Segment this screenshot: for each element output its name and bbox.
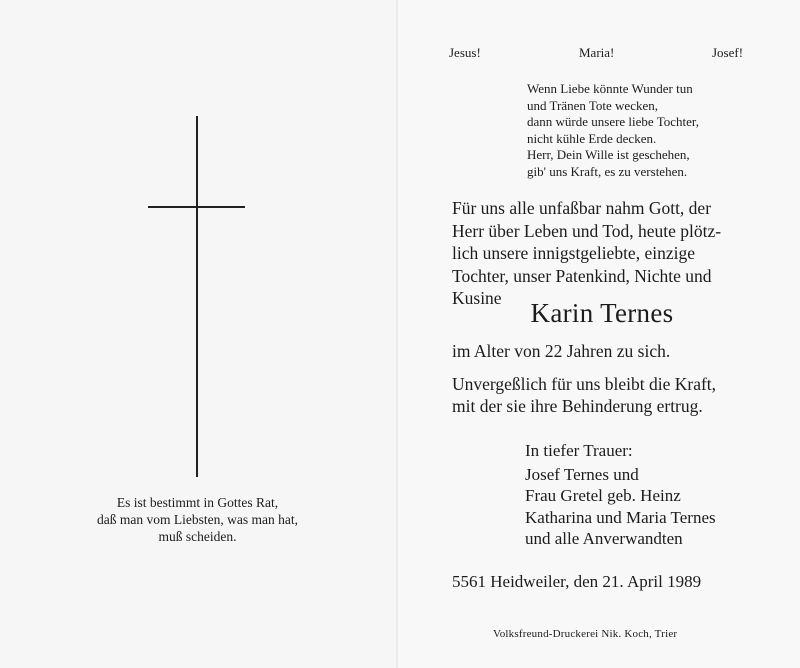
announcement-line: Kusine [452, 288, 502, 308]
poem-line: Wenn Liebe könnte Wunder tun [527, 81, 693, 96]
place-date: 5561 Heidweiler, den 21. April 1989 [452, 572, 702, 591]
poem-line: Herr, Dein Wille ist geschehen, [527, 147, 690, 162]
invocation-maria: Maria! [579, 45, 615, 60]
announcement-line: Tochter, unser Patenkind, Nichte und [452, 265, 712, 286]
poem-line: dann würde unsere liebe Tochter, [527, 114, 699, 129]
invocation-jesus: Jesus! [449, 45, 481, 60]
mourner-line: Katharina und Maria Ternes [525, 507, 716, 527]
mourners-block [525, 440, 785, 550]
verse-line: daß man vom Liebsten, was man hat, [97, 512, 298, 527]
memory-line: Unvergeßlich für uns bleibt die Kraft, [452, 374, 717, 394]
announcement-line: lich unsere innigstgeliebte, einzige [452, 243, 695, 263]
announcement-line: Für uns alle unfaßbar nahm Gott, der [452, 198, 712, 218]
announcement [452, 197, 752, 310]
left-page [0, 0, 398, 668]
left-verse [30, 494, 365, 545]
mourning-heading: In tiefer Trauer: [525, 441, 633, 460]
cross-icon [196, 116, 198, 477]
deceased-name: Karin Ternes [530, 298, 674, 328]
age-line: im Alter von 22 Jahren zu sich. [452, 341, 671, 361]
announcement-line: Herr über Leben und Tod, heute plötz- [452, 220, 722, 241]
mourner-line: und alle Anverwandten [525, 529, 683, 548]
printer-credit: Volksfreund-Druckerei Nik. Koch, Trier [493, 628, 678, 640]
verse-line: Es ist bestimmt in Gottes Rat, [116, 495, 279, 510]
poem-line: gib' uns Kraft, es zu verstehen. [527, 163, 688, 179]
cross-icon-bar [148, 206, 245, 208]
verse-line: muß scheiden. [158, 529, 237, 544]
poem-line: nicht kühle Erde decken. [527, 130, 657, 146]
memory-line: mit der sie ihre Behinderung ertrug. [452, 396, 703, 416]
mourner-line: Josef Ternes und [525, 464, 639, 484]
invocation-josef: Josef! [712, 45, 744, 60]
memory-text [452, 373, 752, 417]
poem [527, 81, 787, 180]
poem-line: und Tränen Tote wecken, [527, 97, 658, 113]
mourner-line: Frau Gretel geb. Heinz [525, 486, 681, 505]
